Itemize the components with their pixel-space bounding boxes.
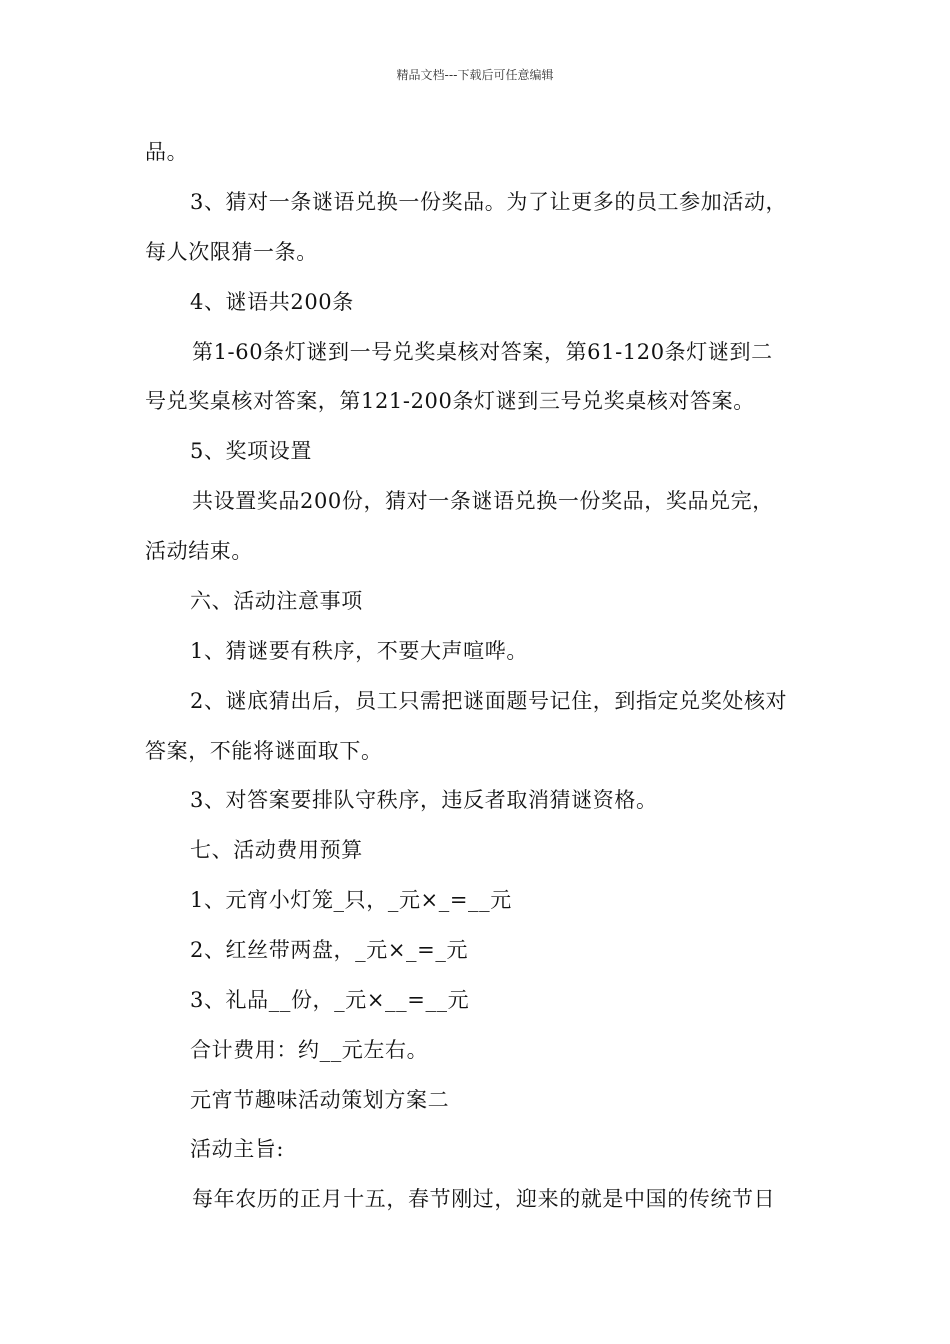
text-line: 每人次限猜一条。 <box>145 240 318 264</box>
text-line: 第1-60条灯谜到一号兑奖桌核对答案，第61-120条灯谜到二 <box>192 340 773 364</box>
section-heading: 六、活动注意事项 <box>190 589 363 613</box>
text-line: 1、元宵小灯笼_只，_元×_=__元 <box>190 888 512 912</box>
text-line: 3、猜对一条谜语兑换一份奖品。为了让更多的员工参加活动， <box>190 190 788 214</box>
text-line: 活动主旨: <box>190 1137 285 1161</box>
text-line: 2、红丝带两盘，_元×_=_元 <box>190 938 469 962</box>
text-line: 品。 <box>145 140 189 164</box>
text-line: 合计费用：约__元左右。 <box>190 1038 429 1062</box>
text-line: 共设置奖品200份，猜对一条谜语兑换一份奖品，奖品兑完， <box>192 489 774 513</box>
text-line: 2、谜底猜出后，员工只需把谜面题号记住，到指定兑奖处核对 <box>190 689 788 713</box>
page-header: 精品文档---下载后可任意编辑 <box>396 68 554 82</box>
text-line: 4、谜语共200条 <box>190 290 354 314</box>
text-line: 5、奖项设置 <box>190 439 312 463</box>
text-line: 号兑奖桌核对答案，第121-200条灯谜到三号兑奖桌核对答案。 <box>145 389 755 413</box>
text-line: 1、猜谜要有秩序，不要大声喧哗。 <box>190 639 528 663</box>
text-line: 每年农历的正月十五，春节刚过，迎来的就是中国的传统节日 <box>192 1187 776 1211</box>
text-line: 3、礼品__份，_元×__=__元 <box>190 988 470 1012</box>
section-heading: 元宵节趣味活动策划方案二 <box>190 1088 450 1112</box>
text-line: 3、对答案要排队守秩序，违反者取消猜谜资格。 <box>190 788 658 812</box>
section-heading: 七、活动费用预算 <box>190 838 363 862</box>
text-line: 答案，不能将谜面取下。 <box>145 739 383 763</box>
text-line: 活动结束。 <box>145 539 253 563</box>
